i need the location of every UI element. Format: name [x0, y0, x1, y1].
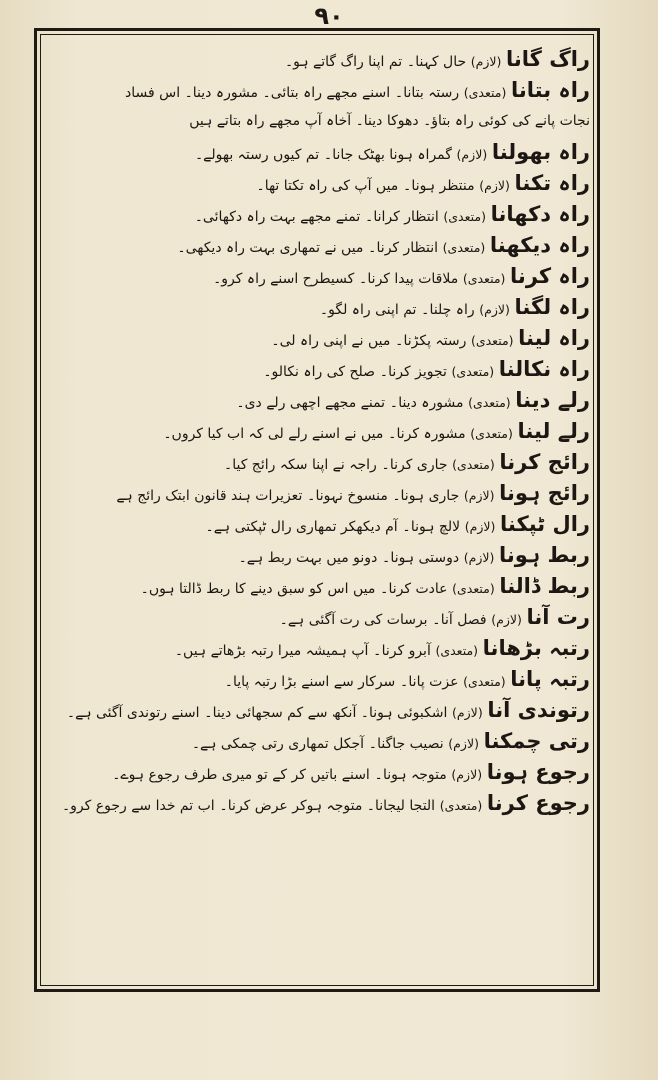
entry-headword: رجوع کرنا [486, 791, 590, 815]
entry-grammar: (متعدی) [470, 333, 514, 348]
entry-grammar: (لازم) [464, 519, 496, 534]
entry-example: سرکار سے اسنے بڑا رتبہ پایا۔ [224, 674, 396, 690]
entry-grammar: (متعدی) [442, 240, 486, 255]
entry-example: کسیطرح اسنے راہ کرو۔ [213, 271, 355, 287]
entry-meaning: انتظار کرنا [376, 240, 439, 256]
entry-grammar: (متعدی) [468, 395, 511, 410]
entry-meaning: راہ چلنا [429, 302, 475, 318]
entry-grammar: (لازم) [463, 488, 495, 503]
entry-headword: راہ بھولنا [491, 140, 590, 164]
entry-headword: رائج ہونا [499, 481, 590, 505]
entry-headword: ربط ڈالنا [499, 574, 590, 598]
entry-grammar: (متعدی) [463, 674, 506, 689]
entry-meaning: تجویز کرنا [388, 364, 447, 380]
entry-headword: رال ٹپکنا [500, 512, 590, 536]
entry-grammar: (لازم) [448, 736, 479, 751]
entry [50, 230, 590, 261]
entry-grammar: (لازم) [470, 54, 502, 69]
entry-headword: رلے دینا [515, 388, 590, 412]
entry-meaning: متوجہ ہونا [382, 767, 447, 783]
entry [50, 757, 590, 788]
entry-meaning: ملاقات پیدا کرنا [367, 271, 459, 287]
entry-meaning: مشورہ دینا [398, 395, 464, 411]
dictionary-entries [50, 44, 590, 980]
entry-separator: ۔ [319, 147, 333, 163]
entry-example: آپ ہمیشہ میرا رتبہ بڑھاتے ہیں۔ [174, 643, 369, 659]
entry [50, 137, 590, 168]
entry-meaning: گمراہ ہونا بھٹک جانا [332, 147, 452, 163]
entry-headword: رتوندی آنا [487, 698, 590, 722]
entry-separator: ۔ [395, 674, 409, 690]
entry-example: صلح کی راہ نکالو۔ [263, 364, 376, 380]
entry-example: آجکل تمھاری رتی چمکی ہے۔ [191, 736, 365, 752]
entry-example: میں نے اپنی راہ لی۔ [271, 333, 391, 349]
entry [50, 323, 590, 354]
entry-separator: ۔ [397, 519, 411, 535]
entry [50, 664, 590, 695]
entry-meaning: فصل آنا [440, 612, 487, 628]
entry-meaning: نصیب جاگنا [377, 736, 444, 752]
entry-meaning: اشکبوئی ہونا۔ آنکھ سے کم سجھائی دینا [212, 705, 448, 721]
entry-headword: راہ نکالنا [498, 357, 590, 381]
entry-meaning: مشورہ کرنا [396, 426, 466, 442]
entry-grammar: (متعدی) [443, 209, 486, 224]
entry [50, 633, 590, 664]
entry-grammar: (لازم) [479, 178, 510, 193]
entry-headword: رلے لینا [517, 419, 590, 443]
entry-example: اسنے مجھے راہ بتائی۔ مشورہ دینا۔ اس فساد [125, 85, 391, 101]
entry-separator: ۔ [402, 54, 416, 70]
entry-separator: ۔ [416, 302, 430, 318]
entry-separator: ۔ [427, 612, 441, 628]
entry-meaning: آبرو کرنا [381, 643, 431, 659]
entry-meaning: دوستی ہونا [390, 550, 460, 566]
entry-separator: ۔ [364, 736, 378, 752]
page-number: ۹۰ [314, 2, 344, 30]
entry [50, 261, 590, 292]
entry [50, 75, 590, 106]
entry-headword: راہ تکنا [514, 171, 590, 195]
entry-meaning: جاری ہونا۔ منسوخ نہونا [315, 488, 460, 504]
entry [50, 385, 590, 416]
entry-headword: رت آنا [526, 605, 590, 629]
entry [50, 478, 590, 509]
entry-separator: ۔ [199, 705, 213, 721]
entry-grammar: (لازم) [452, 705, 483, 720]
entry [50, 292, 590, 323]
entry [50, 695, 590, 726]
entry-separator: ۔ [214, 798, 228, 814]
entry-meaning: رستہ پکڑنا [403, 333, 467, 349]
entry-separator: ۔ [375, 364, 389, 380]
entry-example: میں آپ کی راہ تکتا تھا۔ [256, 178, 399, 194]
entry-example: تم اپنی راہ لگو۔ [319, 302, 417, 318]
entry-grammar: (لازم) [456, 147, 488, 162]
entry-separator: ۔ [377, 550, 391, 566]
entry-separator: ۔ [302, 488, 316, 504]
entry [50, 509, 590, 540]
entry-grammar: (متعدی) [470, 426, 513, 441]
entry-headword: راہ کرنا [510, 264, 590, 288]
entry-headword: رتبہ پانا [510, 667, 590, 691]
entry-headword: راہ دکھانا [490, 202, 590, 226]
entry-separator: ۔ [360, 209, 374, 225]
entry-meaning: لالچ ہونا [410, 519, 461, 535]
entry-continuation [50, 106, 590, 137]
entry-grammar: (متعدی) [462, 271, 506, 286]
entry-example: تمنے مجھے بہت راہ دکھائی۔ [194, 209, 361, 225]
entry-example: میں نے تمھاری بہت راہ دیکھی۔ [177, 240, 364, 256]
entry-headword: رجوع ہونا [486, 760, 590, 784]
entry-example: آم دیکھکر تمھاری رال ٹپکتی ہے۔ [205, 519, 398, 535]
entry-separator: ۔ [385, 395, 399, 411]
entry-separator: ۔ [363, 240, 377, 256]
entry-meaning: رستہ بتانا [403, 85, 460, 101]
entry-headword: راہ لگنا [514, 295, 590, 319]
entry-grammar: (لازم) [451, 767, 483, 782]
entry-separator: ۔ [368, 643, 382, 659]
entry-example: تم اپنا راگ گاتے ہو۔ [284, 54, 403, 70]
entry-grammar: (لازم) [491, 612, 522, 627]
entry [50, 447, 590, 478]
entry [50, 540, 590, 571]
continuation-text: نجات پانے کی کوئی راہ بتاؤ۔ دھوکا دینا۔ آخاہ آپ مجھے راہ بتاتے ہیں [189, 113, 590, 129]
entry-headword: راہ لینا [518, 326, 590, 350]
entry-separator: ۔ [390, 333, 404, 349]
entry-example: دونو میں بہت ربط ہے۔ [238, 550, 378, 566]
entry-separator: ۔ [376, 457, 390, 473]
entry-meaning: عزت پانا [408, 674, 459, 690]
entry-separator: ۔ [398, 178, 412, 194]
entry-grammar: (متعدی) [452, 581, 495, 596]
entry-example: برسات کی رت آگئی ہے۔ [279, 612, 428, 628]
entry-example: اسنے باتیں کر کے تو میری طرف رجوع ہوے۔ [112, 767, 370, 783]
entry-grammar: (متعدی) [463, 85, 507, 100]
entry-meaning: انتظار کرانا [373, 209, 439, 225]
entry-separator: ۔ [375, 581, 389, 597]
entry-separator: ۔ [369, 767, 383, 783]
entry-headword: رتبہ بڑھانا [482, 636, 590, 660]
entry [50, 354, 590, 385]
entry-separator: ۔ [354, 271, 368, 287]
entry-example: میں اس کو سبق دینے کا ربط ڈالتا ہوں۔ [140, 581, 376, 597]
entry-headword: ربط ہونا [498, 543, 590, 567]
entry-example: راجہ نے اپنا سکہ رائج کیا۔ [224, 457, 377, 473]
entry-separator: ۔ [390, 85, 404, 101]
entry-headword: رتی چمکنا [483, 729, 590, 753]
entry-meaning: منتظر ہونا [411, 178, 475, 194]
entry-headword: راگ گانا [506, 47, 590, 71]
entry [50, 788, 590, 819]
entry-grammar: (متعدی) [439, 798, 483, 813]
entry [50, 416, 590, 447]
entry [50, 168, 590, 199]
entry-example: اب تم خدا سے رجوع کرو۔ [61, 798, 215, 814]
entry [50, 602, 590, 633]
entry-meaning: جاری کرنا [389, 457, 448, 473]
entry-grammar: (متعدی) [435, 643, 479, 658]
entry-meaning: عادت کرنا [388, 581, 448, 597]
entry-meaning: حال کہنا [415, 54, 467, 70]
entry-grammar: (لازم) [479, 302, 510, 317]
entry [50, 199, 590, 230]
entry-example: میں نے اسنے رلے لی کہ اب کیا کروں۔ [163, 426, 384, 442]
entry-grammar: (متعدی) [451, 364, 495, 379]
entry [50, 726, 590, 757]
entry [50, 571, 590, 602]
entry-headword: رائج کرنا [499, 450, 590, 474]
entry-meaning: التجا لیجانا۔ متوجہ ہوکر عرض کرنا [227, 798, 436, 814]
entry-example: تمنے مجھے اچھی رلے دی۔ [236, 395, 386, 411]
entry-example: تم کیوں رستہ بھولے۔ [194, 147, 320, 163]
entry-example: تعزیرات ہند قانون ابتک رائج ہے [116, 488, 303, 504]
entry-grammar: (متعدی) [452, 457, 495, 472]
entry-headword: راہ بتانا [510, 78, 590, 102]
entry [50, 44, 590, 75]
entry-example: اسنے رتوندی آگئی ہے۔ [66, 705, 200, 721]
entry-grammar: (لازم) [463, 550, 495, 565]
entry-separator: ۔ [383, 426, 397, 442]
entry-headword: راہ دیکھنا [489, 233, 590, 257]
